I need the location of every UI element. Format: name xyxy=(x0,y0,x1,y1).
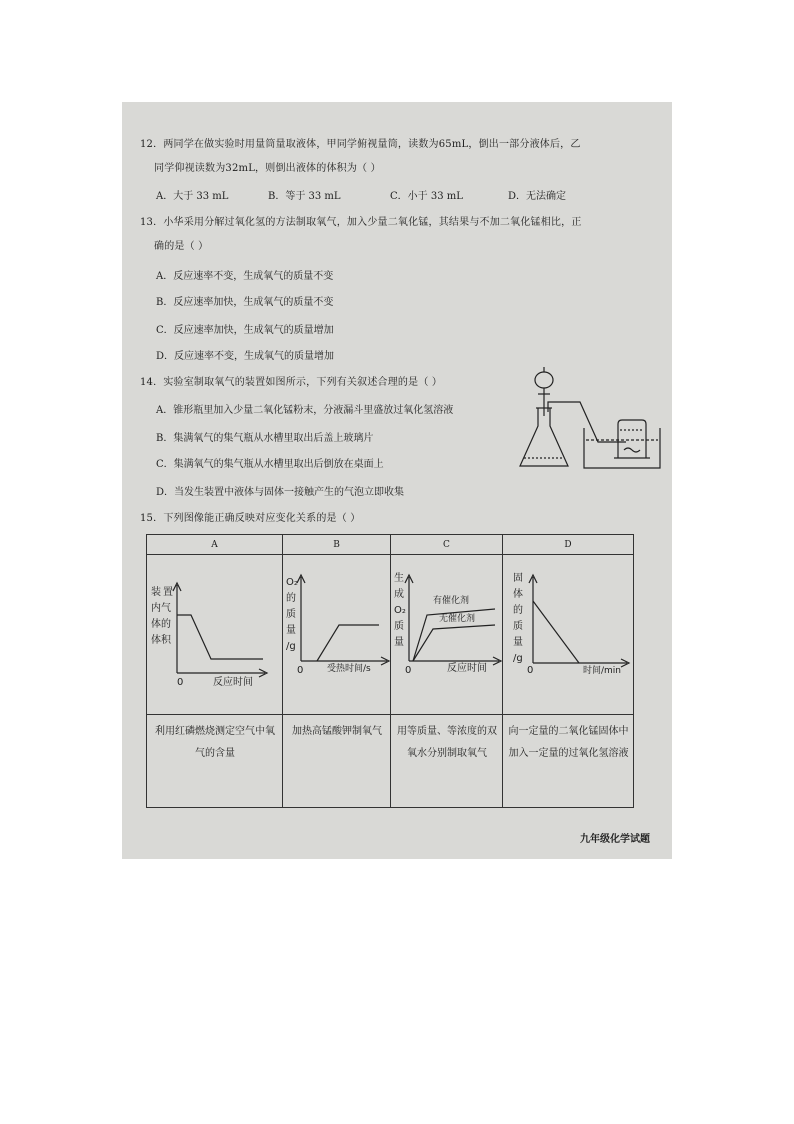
graph-a-ylabel-2: 内气 xyxy=(151,603,171,614)
q13-option-b: B．反应速率加快，生成氧气的质量不变 xyxy=(156,297,334,308)
graph-d-ylabel-0: 固 xyxy=(513,573,523,584)
q15-header-d: D xyxy=(503,535,633,555)
q15-header-a: A xyxy=(147,535,283,555)
q13-line2: 确的是（ ） xyxy=(154,241,209,252)
graph-b-ylabel-4: /g xyxy=(286,641,296,652)
q12-option-a: A．大于 33 mL xyxy=(156,191,229,202)
graph-c-ylabel-3: 质 xyxy=(394,621,404,632)
q15-header-b: B xyxy=(283,535,391,555)
graph-d-ylabel-5: /g xyxy=(513,653,523,664)
graph-c-origin: 0 xyxy=(405,665,412,676)
graph-a-ylabel-3: 体的 xyxy=(151,619,171,630)
graph-c xyxy=(391,555,503,715)
q14-option-a: A．锥形瓶里加入少量二氧化锰粉末，分液漏斗里盛放过氧化氢溶液 xyxy=(156,405,454,416)
q15-graph-d-cell xyxy=(503,555,633,715)
q15-caption-b: 加热高锰酸钾制氧气 xyxy=(283,715,391,807)
graph-b-ylabel-2: 质 xyxy=(286,609,296,620)
graph-c-xlabel: 反应时间 xyxy=(447,663,487,674)
q15-caption-d: 向一定量的二氧化锰固体中加入一定量的过氧化氢溶液 xyxy=(508,726,629,759)
graph-c-ylabel-4: 量 xyxy=(394,637,404,648)
q13-option-c: C．反应速率加快，生成氧气的质量增加 xyxy=(156,325,334,336)
graph-b xyxy=(283,555,391,715)
q15-header-c: C xyxy=(391,535,503,555)
graph-c-ylabel-1: 成 xyxy=(394,589,404,600)
exam-photo xyxy=(122,102,672,859)
graph-a-ylabel-1: 置 xyxy=(163,587,173,598)
q13-option-d: D．反应速率不变，生成氧气的质量增加 xyxy=(156,351,335,362)
graph-a-ylabel-0: 装 xyxy=(151,587,161,598)
graph-d-ylabel-1: 体 xyxy=(513,589,523,600)
graph-b-xlabel: 受热时间/s xyxy=(327,664,371,674)
q15-caption-c: 用等质量、等浓度的双氧水分别制取氧气 xyxy=(391,715,503,807)
graph-b-origin: 0 xyxy=(297,665,304,676)
graph-d-ylabel-2: 的 xyxy=(513,605,523,616)
q15-table xyxy=(146,534,634,808)
graph-c-curve2-label: 无催化剂 xyxy=(439,614,476,624)
graph-d-ylabel-4: 量 xyxy=(513,637,523,648)
graph-d-ylabel-3: 质 xyxy=(513,621,523,632)
q13-line1: 13．小华采用分解过氧化氢的方法制取氧气，加入少量二氧化锰，其结果与不加二氧化锰相比，正 xyxy=(140,217,582,228)
q12-option-c: C．小于 33 mL xyxy=(390,191,463,202)
oxygen-apparatus-illustration xyxy=(514,364,664,476)
graph-c-curve1-label: 有催化剂 xyxy=(433,596,470,606)
graph-a-ylabel-4: 体积 xyxy=(151,635,171,646)
q12-line1: 12．两同学在做实验时用量筒量取液体，甲同学俯视量筒，读数为65mL，倒出一部分液体后，乙 xyxy=(140,139,581,150)
footer-title: 九年级化学试题 xyxy=(580,834,650,845)
q15-graph-a-cell xyxy=(147,555,283,715)
q12-option-b: B．等于 33 mL xyxy=(268,191,341,202)
q14-line1: 14．实验室制取氧气的装置如图所示，下列有关叙述合理的是（ ） xyxy=(140,377,443,388)
graph-b-ylabel-0: O₂ xyxy=(286,577,298,588)
graph-a xyxy=(147,555,283,715)
q13-option-a: A．反应速率不变，生成氧气的质量不变 xyxy=(156,271,334,282)
graph-b-ylabel-3: 量 xyxy=(286,625,296,636)
graph-c-ylabel-0: 生 xyxy=(394,573,404,584)
graph-a-xlabel: 反应时间 xyxy=(213,677,253,688)
graph-c-ylabel-2: O₂ xyxy=(394,605,406,616)
q14-option-c: C．集满氧气的集气瓶从水槽里取出后倒放在桌面上 xyxy=(156,459,384,470)
q15-graph-c-cell xyxy=(391,555,503,715)
q15-graph-b-cell xyxy=(283,555,391,715)
q15-line1: 15．下列图像能正确反映对应变化关系的是（ ） xyxy=(140,513,361,524)
graph-a-origin: 0 xyxy=(177,677,184,688)
graph-d-origin: 0 xyxy=(527,665,534,676)
graph-b-ylabel-1: 的 xyxy=(286,593,296,604)
q12-line2: 同学仰视读数为32mL，则倒出液体的体积为（ ） xyxy=(154,163,381,174)
q15-caption-a: 利用红磷燃烧测定空气中氧气的含量 xyxy=(147,715,283,807)
q14-option-d: D．当发生装置中液体与固体一接触产生的气泡立即收集 xyxy=(156,487,405,498)
q12-option-d: D．无法确定 xyxy=(508,191,567,202)
graph-d xyxy=(503,555,633,715)
q14-option-b: B．集满氧气的集气瓶从水槽里取出后盖上玻璃片 xyxy=(156,433,374,444)
graph-d-xlabel: 时间/min xyxy=(583,666,622,676)
